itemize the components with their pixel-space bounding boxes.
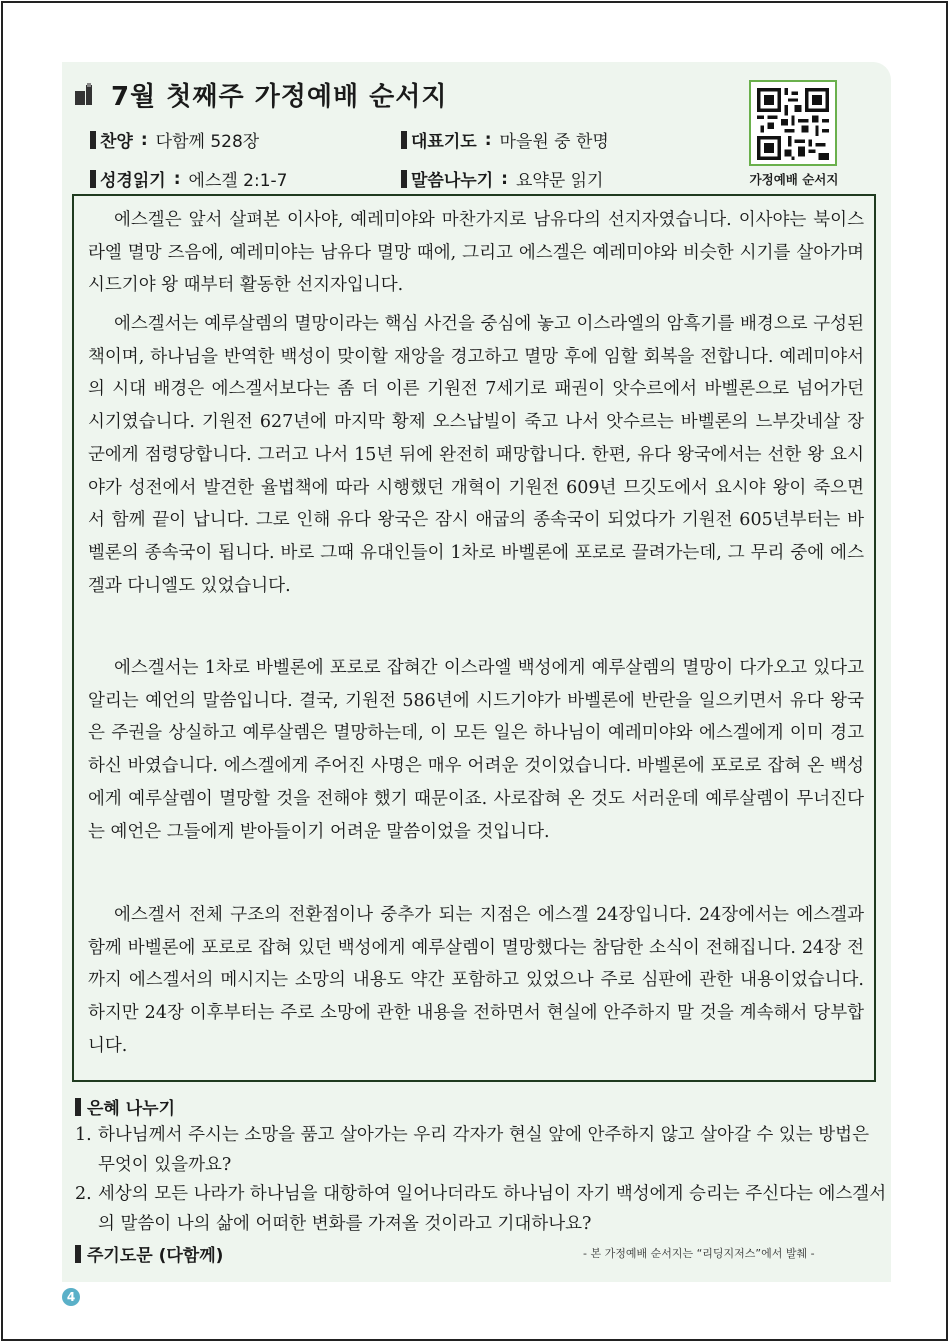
source-note: - 본 가정예배 순서지는 “리딩지저스”에서 발췌 - (583, 1247, 815, 1260)
sharing-label: 말씀나누기 (411, 171, 494, 191)
section-marker (401, 170, 407, 188)
question-text: 세상의 모든 나라가 하나님을 대항하여 일어나더라도 하나님이 자기 백성에게 승리는 주신다는 에스겔서의 말씀이 나의 삶에 어떠한 변화를 가져올 것이라고 기대하나요? (98, 1184, 887, 1234)
lords-prayer-title (75, 1241, 223, 1266)
meta-prayer: 대표기도 : 마을원 중 한명 (401, 127, 609, 152)
meta-hymn: 찬양 : 다함께 528장 (90, 127, 259, 152)
section-marker (90, 131, 96, 149)
lords-prayer-text: 주기도문 (다함께) (87, 1246, 224, 1266)
prayer-label: 대표기도 (411, 132, 477, 152)
grace-section-title (75, 1094, 175, 1119)
qr-code-icon (757, 88, 829, 160)
reading-label: 성경읽기 (100, 171, 166, 191)
question-1 (75, 1120, 890, 1180)
question-2 (75, 1179, 890, 1239)
paragraph-4: 에스겔서 전체 구조의 전환점이나 중추가 되는 지점은 에스겔 24장입니다. 24장에서는 에스겔과 함께 바벨론에 포로로 잡혀 있던 백성에게 예루살렘이 멸망했다는 참담한 소식이 전해집니다. 24장 전까지 에스겔서의 메시지는 소망의 내용도 약간 포함하고 있었으나 주로 심판에 관한 내용이었습니다. 하지만 24장 이후부터는 주로 소망에 관한 내용을 전하면서 현실에 안주하지 말 것을 계속해서 당부합니다. (88, 905, 864, 1056)
section-marker (75, 1245, 81, 1263)
question-number: 1. (75, 1125, 92, 1145)
page-title: 7월 첫째주 가정예배 순서지 (111, 81, 448, 112)
grace-title-text: 은혜 나누기 (87, 1099, 176, 1119)
section-marker (90, 170, 96, 188)
section-marker (75, 1098, 81, 1116)
summary-box (72, 194, 876, 1082)
qr-caption: 가정예배 순서지 (749, 172, 839, 187)
paragraph-1: 에스겔은 앞서 살펴본 이사야, 예레미야와 마찬가지로 남유다의 선지자였습니다. 이사야는 북이스라엘 멸망 즈음에, 예레미야는 남유다 멸망 때에, 그리고 에스겔은 예레미야와 비슷한 시기를 살아가며 시드기야 왕 때부터 활동한 선지자입니다. (88, 210, 864, 296)
page-number: 4 (62, 1288, 80, 1306)
sharing-value: 요약문 읽기 (515, 171, 604, 191)
meta-sharing: 말씀나누기 : 요약문 읽기 (401, 166, 603, 191)
prayer-value: 마을원 중 한명 (499, 132, 609, 152)
question-number: 2. (75, 1184, 92, 1204)
paragraph-3: 에스겔서는 1차로 바벨론에 포로로 잡혀간 이스라엘 백성에게 예루살렘의 멸망이 다가오고 있다고 알리는 예언의 말씀입니다. 결국, 기원전 586년에 시드기야가 바벨론에 반란을 일으키면서 유다 왕국은 주권을 상실하고 예루살렘은 멸망하는데, 이 모든 일은 하나님이 예레미야와 에스겔에게 이미 경고하신 바였습니다. 에스겔에게 주어진 사명은 매우 어려운 것이었습니다. 바벨론에 포로로 잡혀 온 백성에게 예루살렘이 멸망할 것을 전해야 했기 때문이죠. 사로잡혀 온 것도 서러운데 예루살렘이 무너진다는 예언은 그들에게 받아들이기 어려운 말씀이었을 것입니다. (88, 658, 864, 842)
document-icon (75, 83, 93, 105)
title-row (75, 74, 448, 114)
hymn-value: 다함께 528장 (155, 132, 260, 152)
qr-code[interactable] (749, 80, 837, 166)
meta-reading: 성경읽기 : 에스겔 2:1-7 (90, 166, 288, 191)
question-text: 하나님께서 주시는 소망을 품고 살아가는 우리 각자가 현실 앞에 안주하지 않고 살아갈 수 있는 방법은 무엇이 있을까요? (98, 1125, 869, 1175)
hymn-label: 찬양 (100, 132, 133, 152)
reading-value: 에스겔 2:1-7 (188, 171, 288, 191)
paragraph-2: 에스겔서는 예루살렘의 멸망이라는 핵심 사건을 중심에 놓고 이스라엘의 암흑기를 배경으로 구성된 책이며, 하나님을 반역한 백성이 맞이할 재앙을 경고하고 멸망 후에 임할 회복을 전합니다. 예레미야서의 시대 배경은 에스겔서보다는 좀 더 이른 기원전 7세기로 패권이 앗수르에서 바벨론으로 넘어가던 시기였습니다. 기원전 627년에 마지막 황제 오스납빌이 죽고 나서 앗수르는 바벨론의 느부갓네살 장군에게 점령당합니다. 그러고 나서 15년 뒤에 완전히 패망합니다. 한편, 유다 왕국에서는 선한 왕 요시야가 성전에서 발견한 율법책에 따라 시행했던 개혁이 기원전 609년 므깃도에서 요시야 왕이 죽으면서 함께 끝이 납니다. 그로 인해 유다 왕국은 잠시 애굽의 종속국이 되었다가 기원전 605년부터는 바벨론의 종속국이 됩니다. 바로 그때 유대인들이 1차로 바벨론에 포로로 끌려가는데, 그 무리 중에 에스겔과 다니엘도 있었습니다. (88, 314, 864, 596)
section-marker (401, 131, 407, 149)
